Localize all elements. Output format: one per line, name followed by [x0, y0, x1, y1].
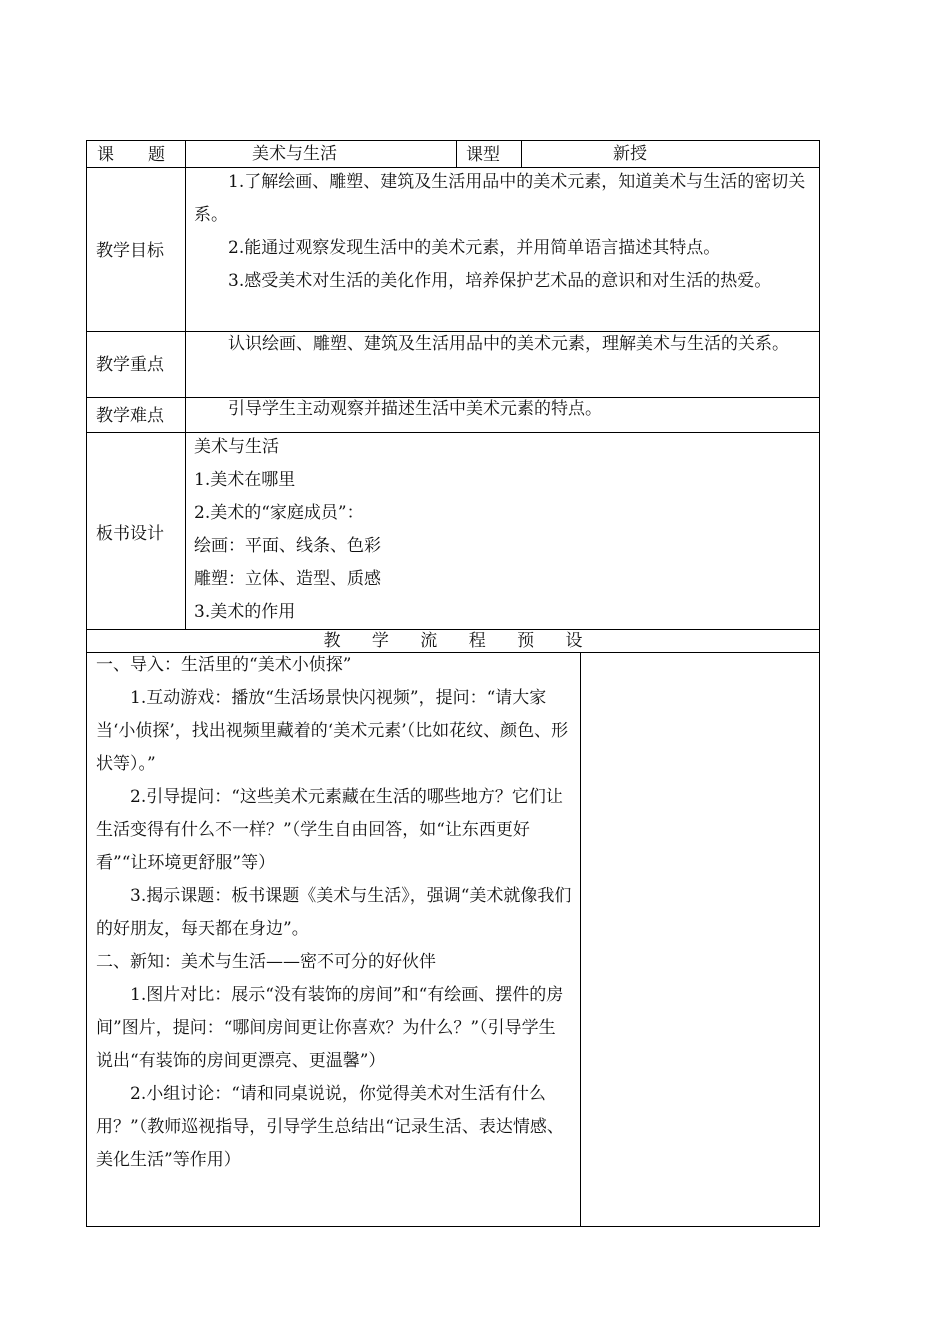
- topic-label: 课 题: [97, 145, 165, 165]
- board-line: 绘画：平面、线条、色彩: [194, 536, 381, 556]
- board-content: [194, 431, 812, 629]
- flow-paragraph: 1.图片对比：展示“没有装饰的房间”和“有绘画、摆件的房间”图片，提问：“哪间房间更让你喜欢？为什么？”（引导学生说出“有装饰的房间更漂亮、更温馨”）: [96, 985, 564, 1071]
- board-line: 2.美术的“家庭成员”：: [194, 503, 364, 523]
- flow-content: [96, 649, 572, 1177]
- key-points-label: 教学重点: [96, 355, 164, 375]
- difficulties-text: 引导学生主动观察并描述生活中美术元素的特点。: [228, 399, 602, 419]
- lesson-type-value: 新授: [613, 144, 647, 164]
- section-heading: 二、新知：美术与生活——密不可分的好伙伴: [96, 952, 436, 972]
- board-line: 美术与生活: [194, 437, 279, 457]
- flow-notes-divider: [580, 652, 581, 1227]
- goal-item: 2.能通过观察发现生活中的美术元素，并用简单语言描述其特点。: [228, 238, 721, 258]
- table-border-left: [86, 140, 87, 1227]
- table-border-bottom: [86, 1226, 820, 1227]
- lesson-type-label: 课型: [466, 145, 500, 165]
- flow-paragraph: 2.引导提问：“这些美术元素藏在生活的哪些地方？它们让生活变得有什么不一样？”（学生自由回答，如“让东西更好看”“让环境更舒服”等）: [96, 787, 563, 873]
- key-points-text: 认识绘画、雕塑、建筑及生活用品中的美术元素，理解美术与生活的关系。: [228, 334, 789, 354]
- header-divider-type-label: [456, 140, 457, 168]
- key-points-content: [194, 328, 812, 361]
- goals-content: [194, 166, 812, 298]
- label-column-divider: [185, 140, 186, 630]
- board-line: 3.美术的作用: [194, 602, 296, 622]
- table-border-right: [819, 140, 820, 1227]
- flow-title: 教 学 流 程 预 设: [323, 631, 583, 651]
- flow-paragraph: 2.小组讨论：“请和同桌说说，你觉得美术对生活有什么用？”（教师巡视指导，引导学生总结出“记录生活、表达情感、美化生活”等作用）: [96, 1084, 564, 1170]
- flow-paragraph: 3.揭示课题：板书课题《美术与生活》，强调“美术就像我们的好朋友，每天都在身边”。: [96, 886, 572, 939]
- header-divider-type-value: [521, 140, 522, 168]
- section-heading: 一、导入：生活里的“美术小侦探”: [96, 655, 352, 675]
- board-label: 板书设计: [96, 524, 164, 544]
- goal-item: 1.了解绘画、雕塑、建筑及生活用品中的美术元素，知道美术与生活的密切关系。: [194, 172, 806, 225]
- difficulties-label: 教学难点: [96, 406, 164, 426]
- goals-label: 教学目标: [96, 241, 164, 261]
- flow-paragraph: 1.互动游戏：播放“生活场景快闪视频”，提问：“请大家当‘小侦探’，找出视频里藏着的‘美术元素’（比如花纹、颜色、形状等）。”: [96, 688, 569, 774]
- goal-item: 3.感受美术对生活的美化作用，培养保护艺术品的意识和对生活的热爱。: [228, 271, 772, 291]
- table-border-top: [86, 140, 820, 141]
- topic-value: 美术与生活: [252, 144, 337, 164]
- board-line: 雕塑：立体、造型、质感: [194, 569, 381, 589]
- board-line: 1.美术在哪里: [194, 470, 296, 490]
